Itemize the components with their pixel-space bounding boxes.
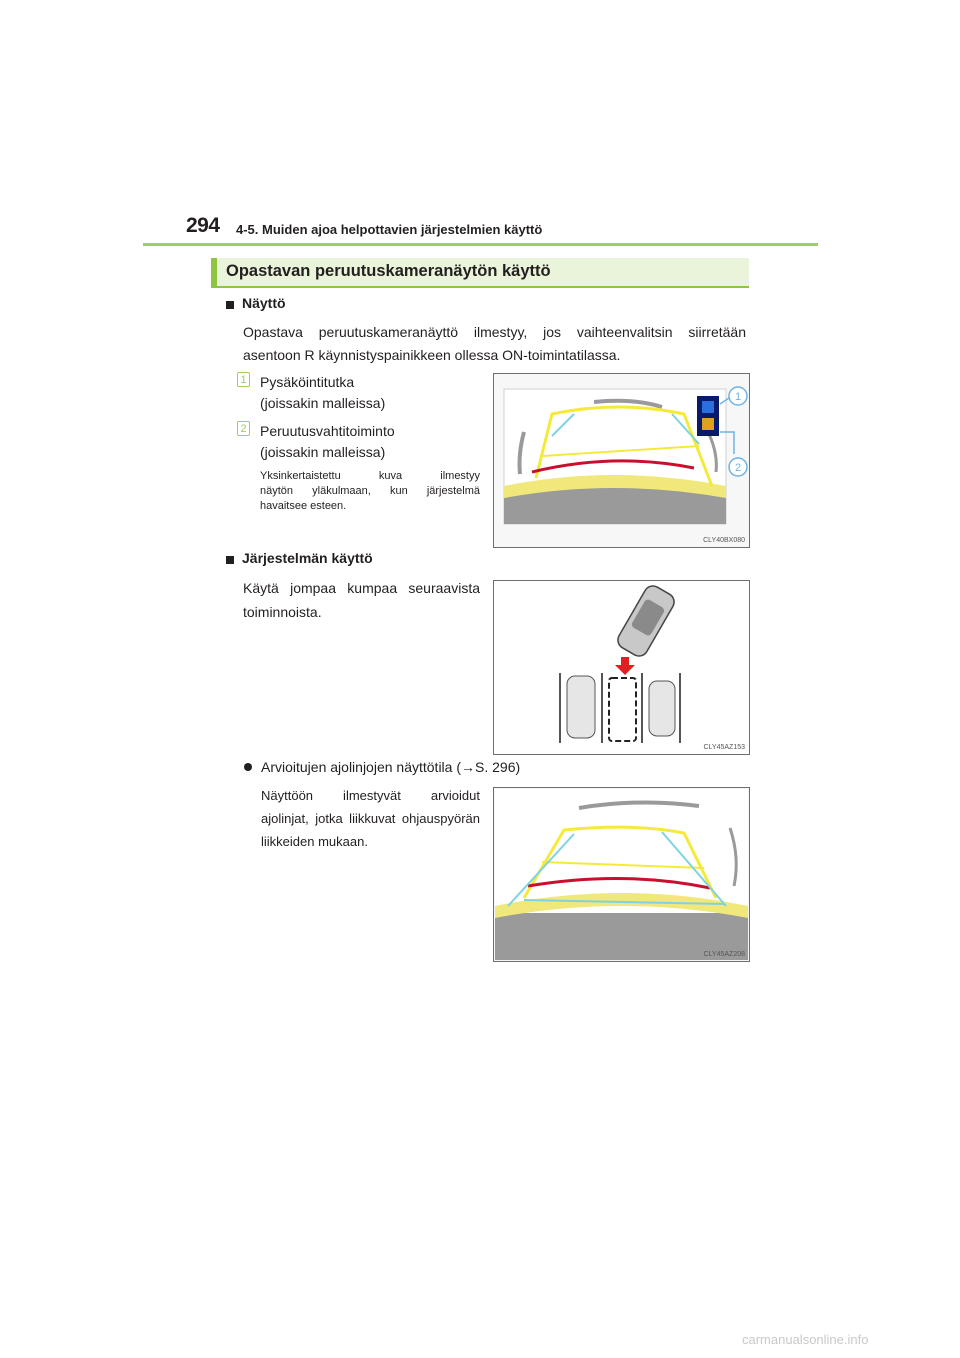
item-number-badge: 2 (237, 421, 250, 436)
subheading-display: Näyttö (242, 295, 286, 311)
parking-illustration (494, 581, 749, 754)
square-bullet-icon (226, 301, 234, 309)
running-head: 4-5. Muiden ajoa helpottavien järjestelmien käyttö (236, 222, 543, 237)
target-parking-space (609, 678, 636, 741)
parked-car-right (649, 681, 675, 736)
figure-code: CLY40BX080 (703, 537, 745, 544)
mode-bullet-text[interactable]: Arvioitujen ajolinjojen näyttötila (→S. 296) (261, 759, 521, 775)
figure-code: CLY45AZ153 (703, 744, 745, 751)
section-title: Opastavan peruutuskameranäytön käyttö (226, 262, 551, 280)
square-bullet-icon (226, 556, 234, 564)
figure-code: CLY45AZ208 (703, 951, 745, 958)
item-1-line2: (joissakin malleissa) (260, 395, 386, 411)
page-number: 294 (186, 214, 220, 237)
section-bar-underline (211, 286, 749, 288)
header-rule (143, 243, 818, 246)
item-2-line2: (joissakin malleissa) (260, 444, 386, 460)
display-intro-line2: asentoon R käynnistyspainikkeen ollessa ON-toimintatilassa. (243, 347, 621, 363)
section-title-bar (211, 258, 749, 286)
sensor-indicator-top (702, 401, 714, 413)
figure-estimated-course (493, 787, 750, 962)
item-1-line1: Pysäköintitutka (260, 374, 355, 390)
parked-car-left (567, 676, 595, 738)
mode-desc-line1: Näyttöön ilmestyvät arvioidut (261, 788, 480, 803)
callout-label-2: 2 (734, 462, 742, 474)
figure-parking (493, 580, 750, 755)
operation-text-line2: toiminnoista. (243, 604, 322, 620)
operation-text-line1: Käytä jompaa kumpaa seuraavista (243, 580, 480, 596)
reversing-car (615, 583, 678, 660)
round-bullet-icon (244, 763, 252, 771)
camera-display-illustration (494, 374, 749, 547)
note-line2: näytön yläkulmaan, kun järjestelmä (260, 485, 480, 497)
display-intro-line1: Opastava peruutuskameranäyttö ilmestyy, jos vaihteenvalitsin siirretään (243, 324, 746, 340)
estimated-course-illustration (494, 788, 749, 961)
item-2-line1: Peruutusvahtitoiminto (260, 423, 395, 439)
section-bar-accent (211, 258, 217, 286)
item-number-badge: 1 (237, 372, 250, 387)
callout-label-1: 1 (734, 391, 742, 403)
sensor-indicator-bottom (702, 418, 714, 430)
subheading-operation: Järjestelmän käyttö (242, 550, 373, 566)
watermark: carmanualsonline.info (742, 1332, 869, 1347)
direction-arrow-icon (615, 657, 635, 675)
mode-desc-line3: liikkeiden mukaan. (261, 834, 368, 849)
figure-camera-display (493, 373, 750, 548)
note-line3: havaitsee esteen. (260, 500, 347, 512)
note-line1: Yksinkertaistettu kuva ilmestyy (260, 470, 480, 482)
mode-desc-line2: ajolinjat, jotka liikkuvat ohjauspyörän (261, 811, 480, 826)
